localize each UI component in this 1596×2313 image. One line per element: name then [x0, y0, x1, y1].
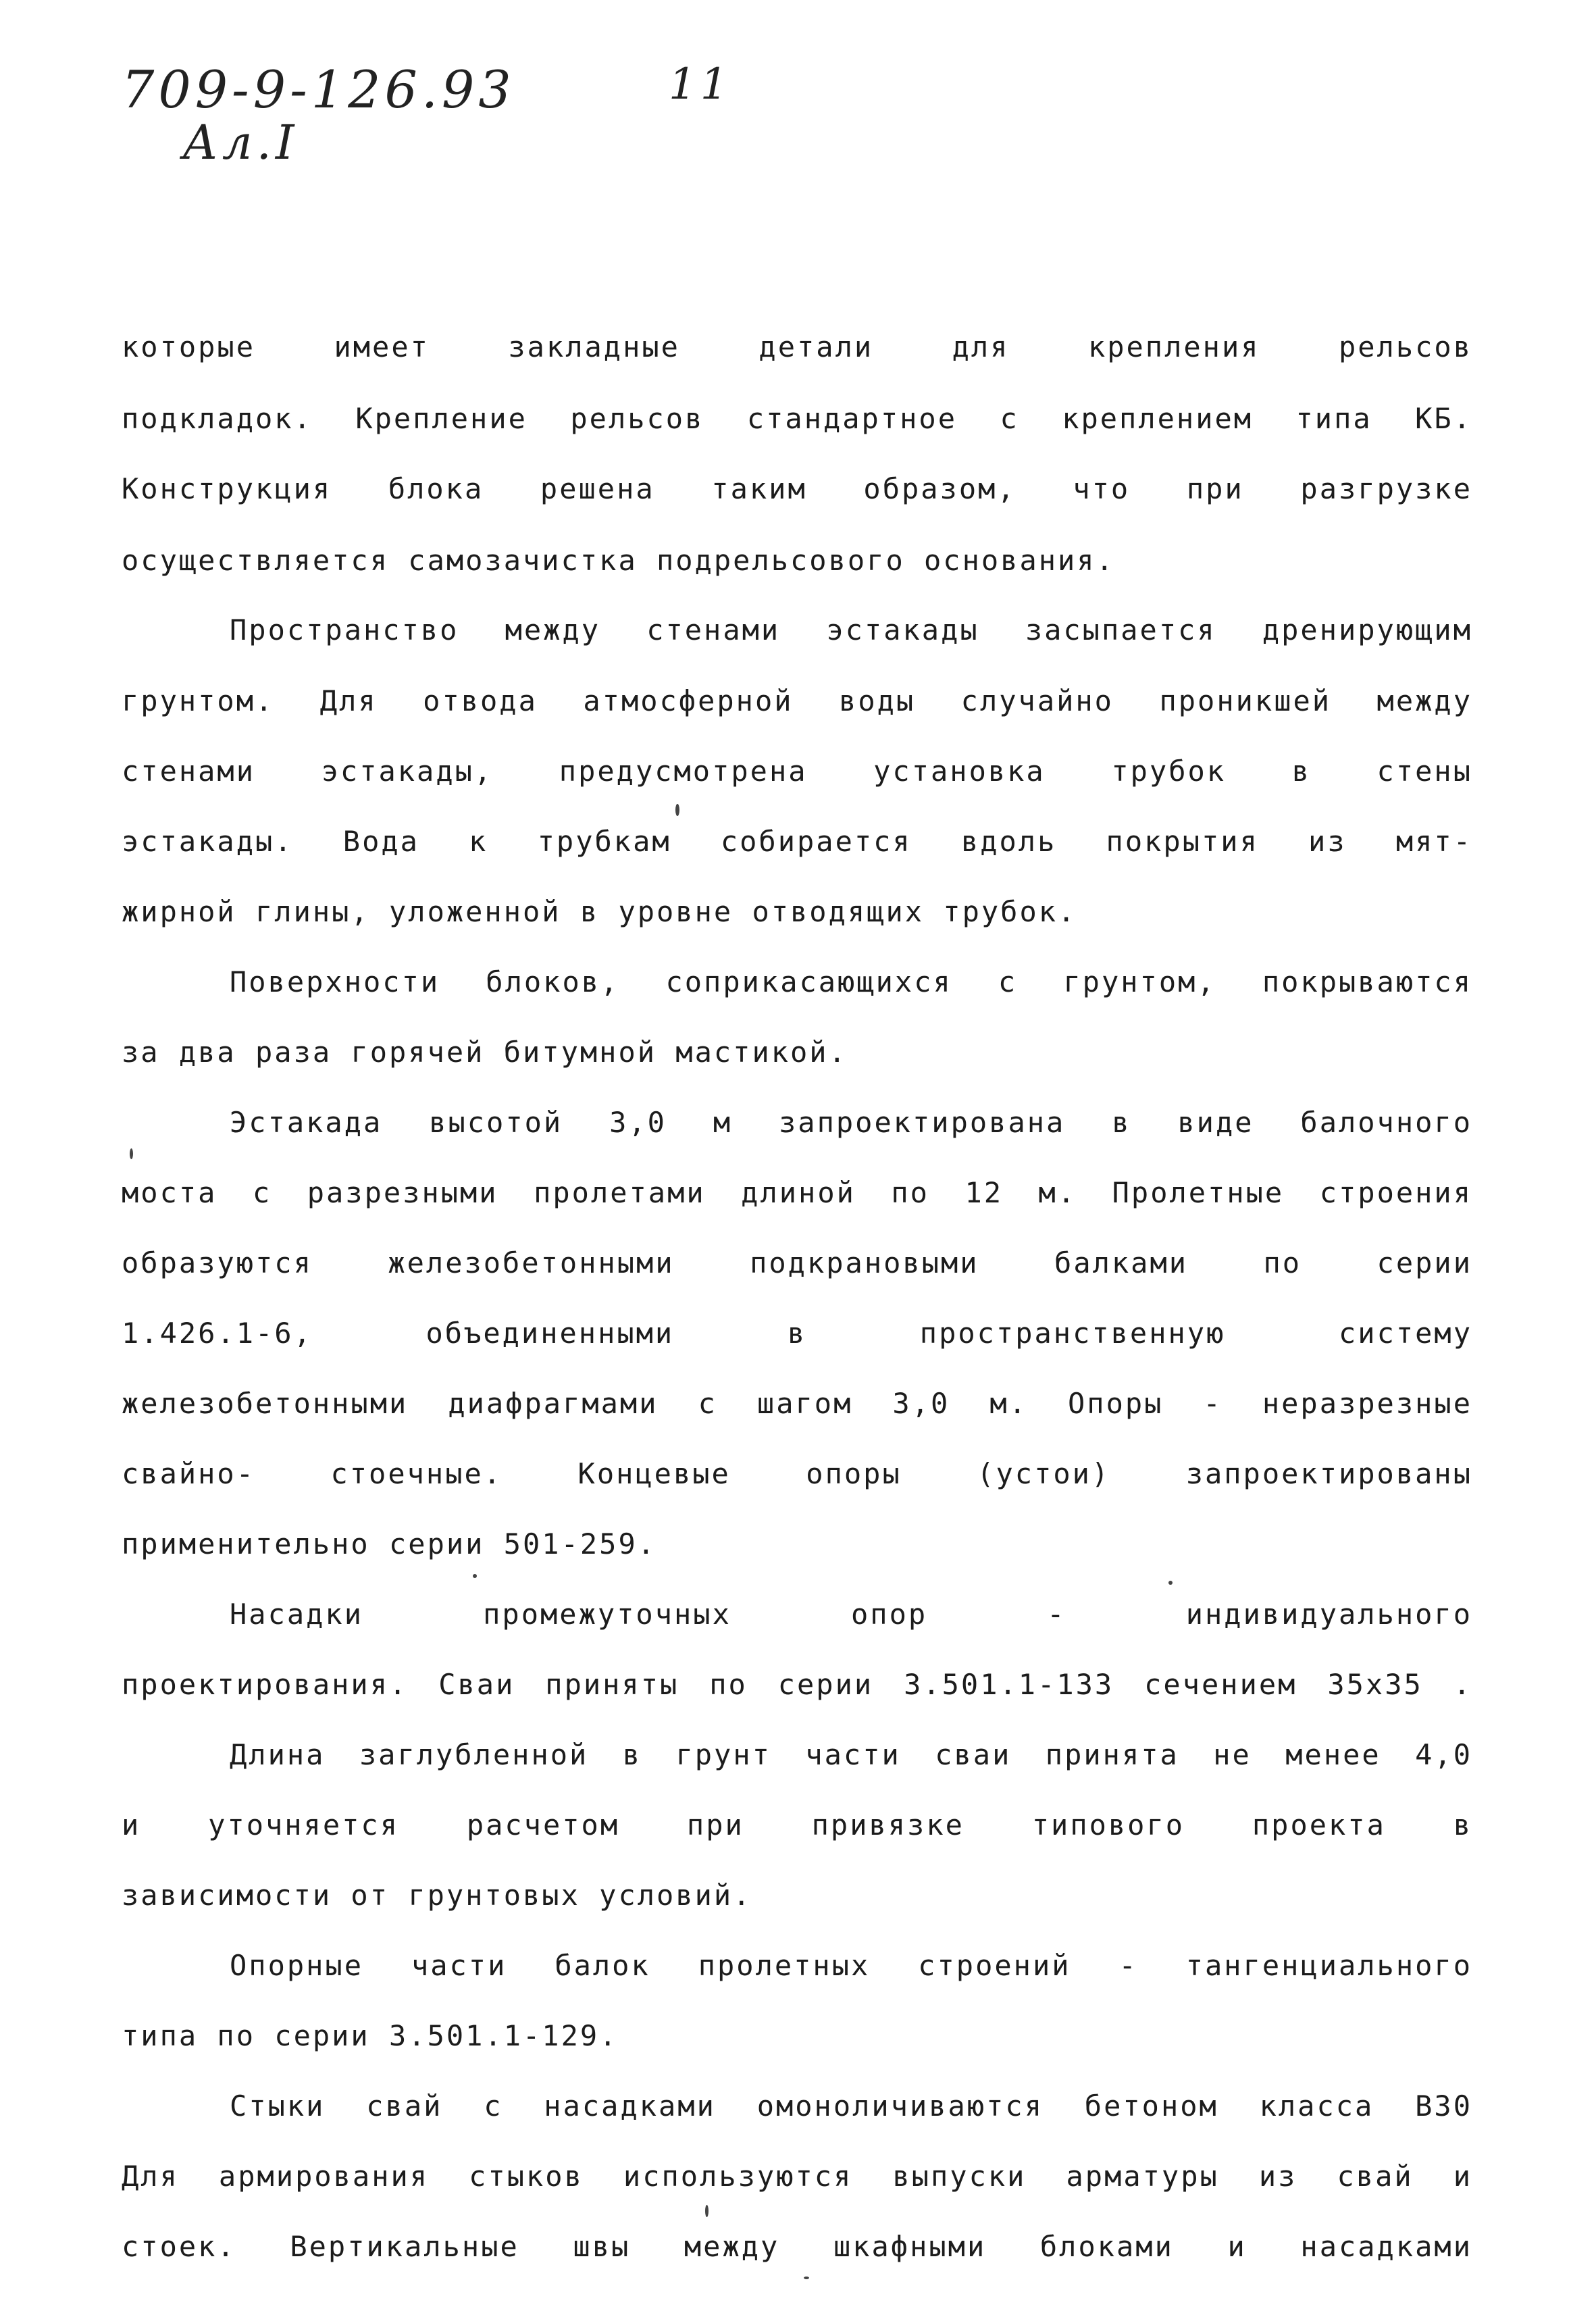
- text-line: Эстакада высотой 3,0 м запроектирована в виде балочного: [230, 1106, 1472, 1139]
- text-line: жирной глины, уложенной в уровне отводящих трубок.: [122, 895, 1077, 928]
- text-line: зависимости от грунтовых условий.: [122, 1879, 752, 1912]
- text-line: которые имеет закладные детали для крепления рельсов: [122, 330, 1472, 363]
- text-line: осуществляется самозачистка подрельсового основания.: [122, 544, 1115, 577]
- text-line: и уточняется расчетом при привязке типового проекта в: [122, 1808, 1472, 1841]
- text-line: за два раза горячей битумной мастикой.: [122, 1036, 848, 1069]
- text-line: Стыки свай с насадками омоноличиваются бетоном класса В30: [230, 2089, 1472, 2123]
- text-line: Опорные части балок пролетных строений - тангенциального: [230, 1949, 1472, 1982]
- album-label: Ал.I: [182, 115, 299, 170]
- text-line: Длина заглубленной в грунт части сваи принята не менее 4,0: [230, 1738, 1472, 1771]
- document-number: 709-9-126.93: [122, 59, 515, 120]
- text-line: Пространство между стенами эстакады засыпается дренирующим: [230, 613, 1472, 646]
- text-line: применительно серии 501-259.: [122, 1527, 657, 1560]
- text-line: грунтом. Для отвода атмосферной воды случайно проникшей между: [122, 684, 1472, 717]
- scan-speck: [473, 1574, 477, 1578]
- text-line: железобетонными диафрагмами с шагом 3,0 м. Опоры - неразрезные: [122, 1387, 1472, 1420]
- text-line: эстакады. Вода к трубкам собирается вдоль покрытия из мят-: [122, 825, 1472, 858]
- text-line: стенами эстакады, предусмотрена установка трубок в стены: [122, 755, 1472, 788]
- sheet-number: 11: [669, 59, 732, 109]
- scan-speck: [130, 1148, 133, 1159]
- text-line: 1.426.1-6, объединенными в пространственную систему: [122, 1317, 1472, 1350]
- scan-speck: [1168, 1581, 1173, 1585]
- text-line: свайно- стоечные. Концевые опоры (устои) запроектированы: [122, 1457, 1472, 1490]
- scan-speck: [675, 804, 679, 816]
- text-line: Поверхности блоков, соприкасающихся с грунтом, покрываются: [230, 965, 1472, 998]
- text-line: Насадки промежуточных опор - индивидуального: [230, 1598, 1472, 1631]
- text-line: моста с разрезными пролетами длиной по 12 м. Пролетные строения: [122, 1176, 1472, 1209]
- text-line: стоек. Вертикальные швы между шкафными блоками и насадками: [122, 2230, 1472, 2263]
- text-line: проектирования. Сваи приняты по серии 3.501.1-133 сечением 35х35 .: [122, 1668, 1472, 1701]
- text-line: подкладок. Крепление рельсов стандартное с креплением типа КБ.: [122, 402, 1472, 435]
- scan-speck: [804, 2277, 809, 2279]
- text-line: типа по серии 3.501.1-129.: [122, 2019, 619, 2052]
- text-line: образуются железобетонными подкрановыми балками по серии: [122, 1246, 1472, 1279]
- text-line: Для армирования стыков используются выпуски арматуры из свай и: [122, 2160, 1472, 2193]
- scan-speck: [705, 2205, 709, 2217]
- text-line: Конструкция блока решена таким образом, что при разгрузке: [122, 472, 1472, 505]
